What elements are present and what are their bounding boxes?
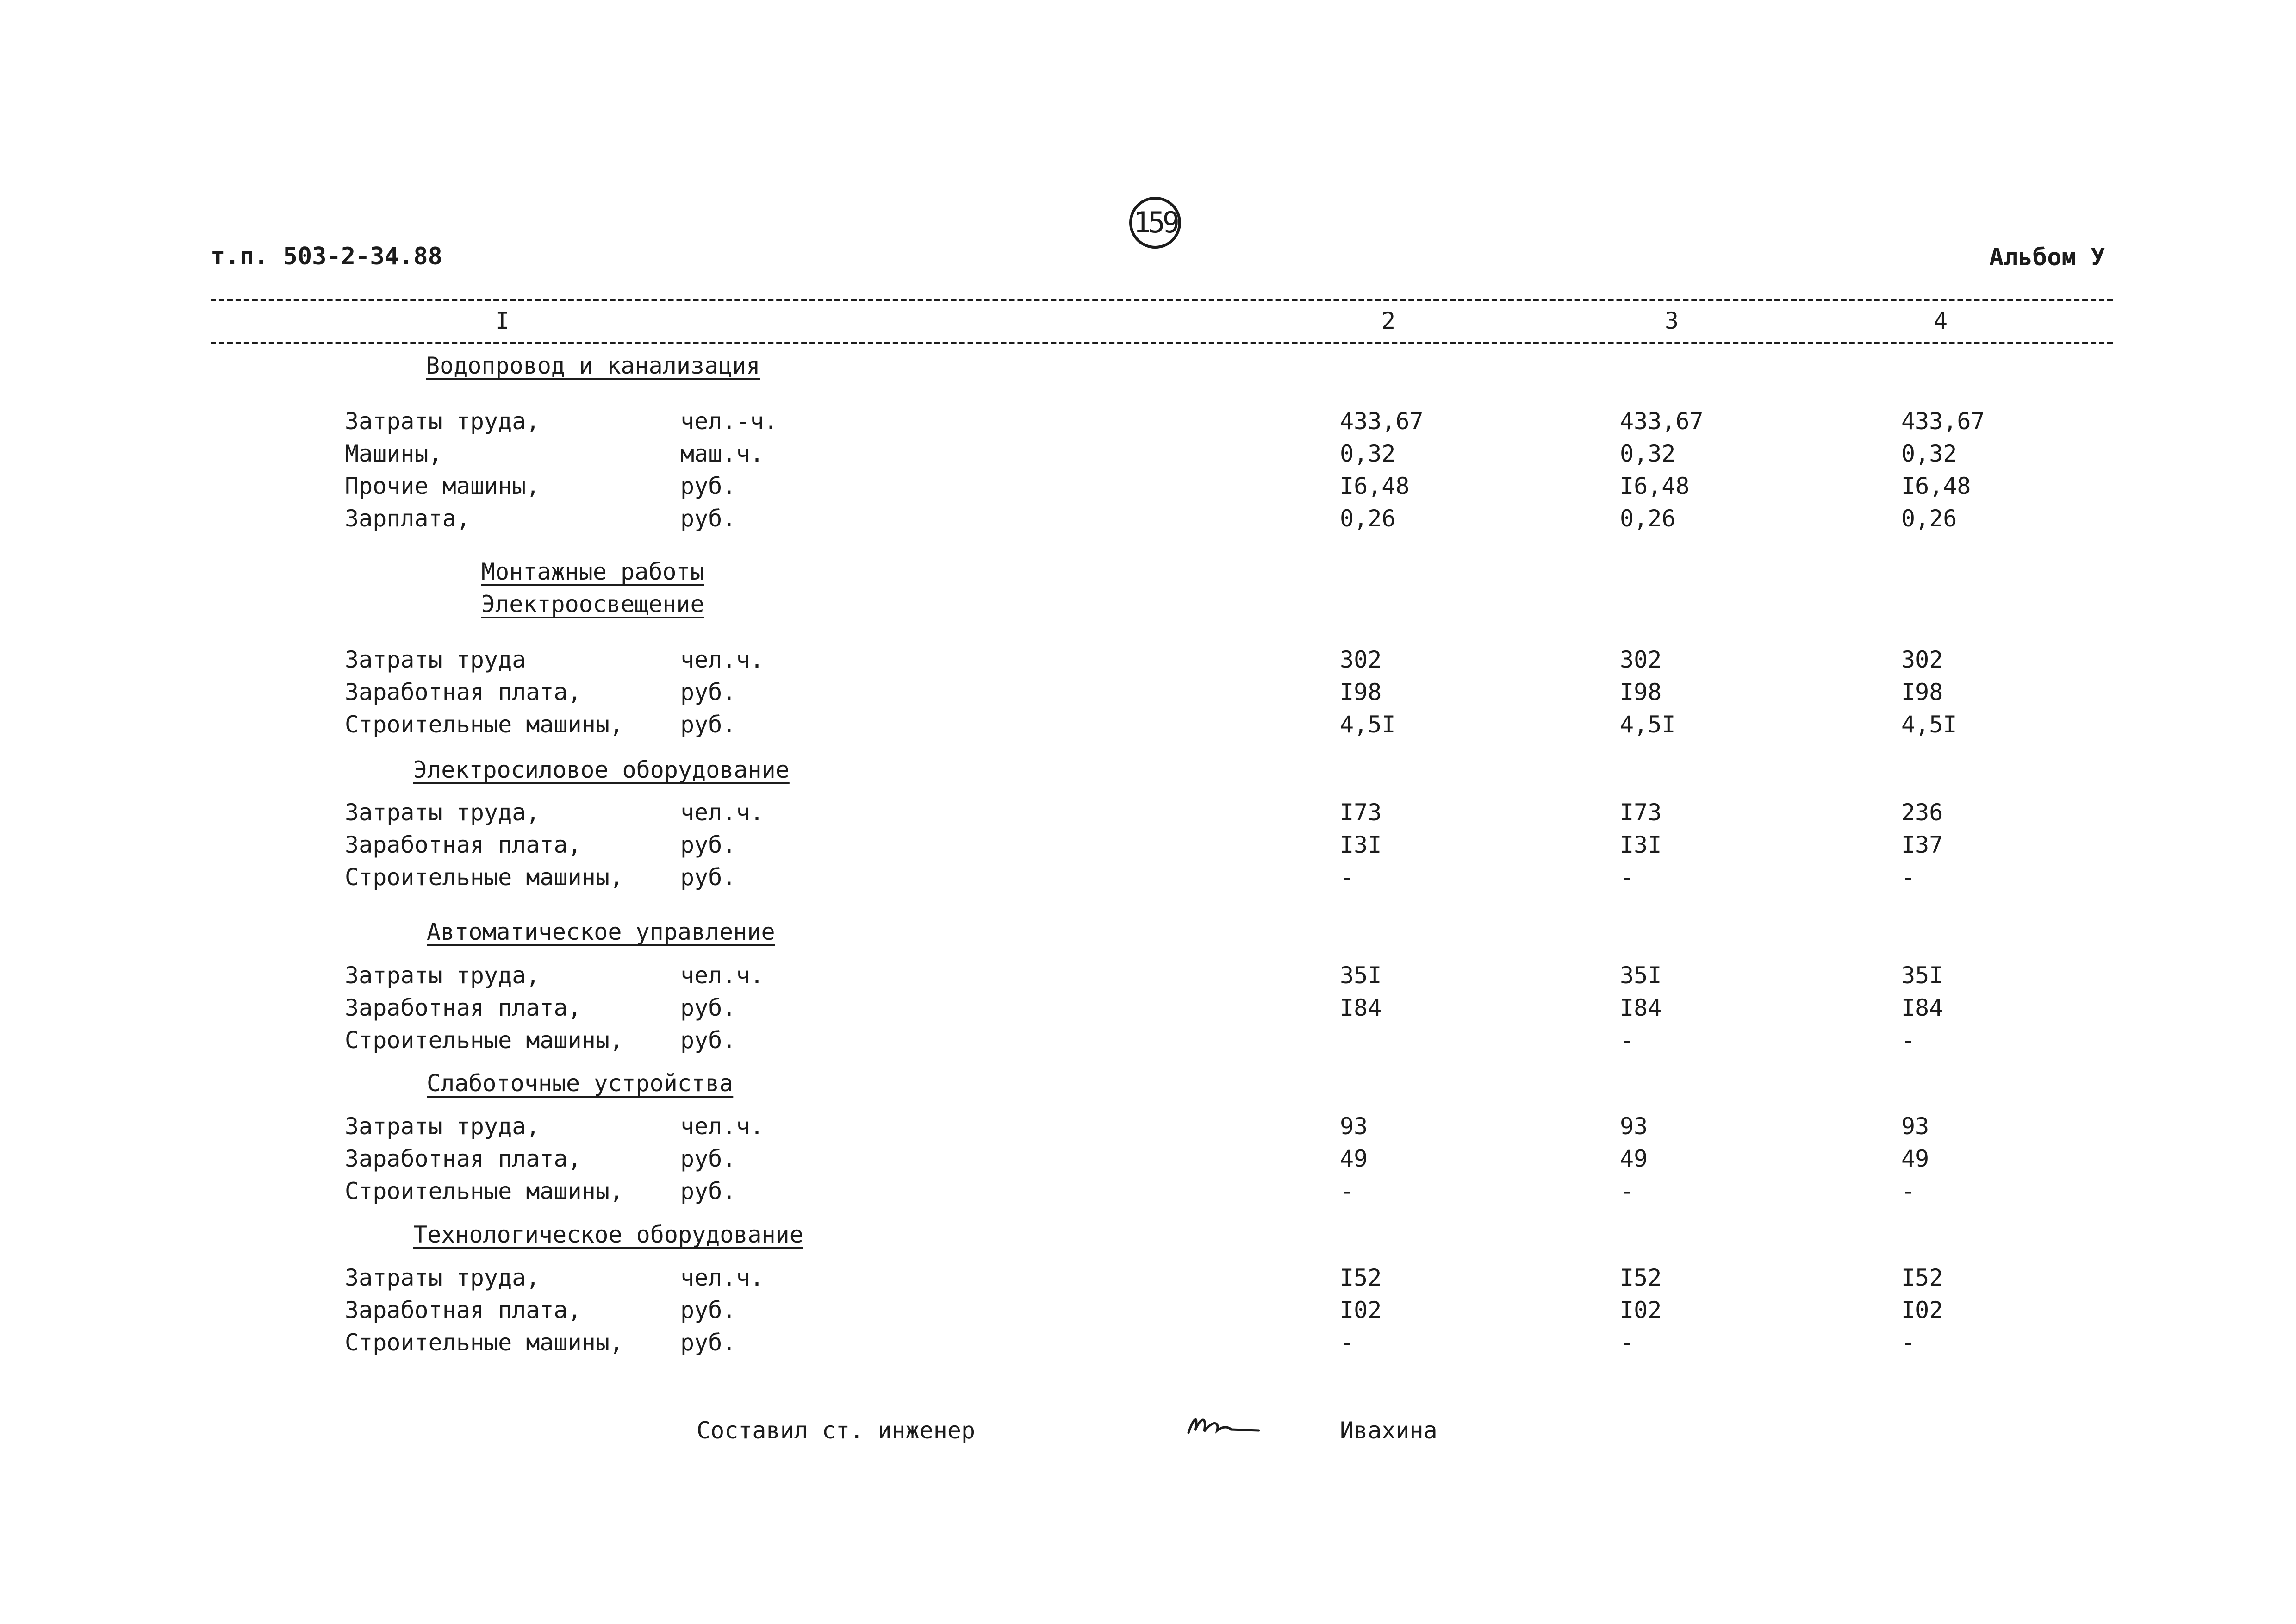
section-title: Технологическое оборудование xyxy=(413,1221,803,1248)
row-value-col4: 35I xyxy=(1901,962,1943,989)
row-value-col3: 433,67 xyxy=(1620,408,1704,435)
compiler-name: Ивахина xyxy=(1340,1417,1437,1444)
row-value-col3: I52 xyxy=(1620,1264,1662,1291)
signature-mark xyxy=(1185,1407,1263,1440)
row-label: Машины, xyxy=(345,440,442,467)
row-value-col3: 0,32 xyxy=(1620,440,1676,467)
row-value-col3: - xyxy=(1620,864,1634,891)
row-value-col4: I6,48 xyxy=(1901,473,1971,500)
compiled-by-label: Составил ст. инженер xyxy=(697,1417,976,1444)
row-value-col4: 4,5I xyxy=(1901,711,1957,738)
row-unit: чел.ч. xyxy=(680,1264,764,1291)
row-label: Затраты труда, xyxy=(345,1264,540,1291)
column-header-3: 3 xyxy=(1665,307,1679,334)
row-unit: руб. xyxy=(680,1145,736,1172)
row-value-col2: 93 xyxy=(1340,1113,1368,1140)
table-header-rule xyxy=(211,342,2113,344)
row-value-col4: 93 xyxy=(1901,1113,1929,1140)
row-value-col3: 0,26 xyxy=(1620,505,1676,532)
row-value-col3: 4,5I xyxy=(1620,711,1676,738)
row-label: Заработная плата, xyxy=(345,831,582,858)
row-label: Строительные машины, xyxy=(345,1027,624,1054)
row-value-col2: 35I xyxy=(1340,962,1382,989)
row-value-col3: I98 xyxy=(1620,679,1662,706)
row-label: Зарплата, xyxy=(345,505,470,532)
row-value-col3: 302 xyxy=(1620,646,1662,673)
row-value-col3: I3I xyxy=(1620,831,1662,858)
row-value-col3: - xyxy=(1620,1329,1634,1356)
row-unit: руб. xyxy=(680,1027,736,1054)
section-title: Автоматическое управление xyxy=(427,918,775,945)
row-value-col2: I3I xyxy=(1340,831,1382,858)
album-label: Альбом У xyxy=(1989,244,2105,271)
row-label: Затраты труда, xyxy=(345,408,540,435)
row-value-col4: 49 xyxy=(1901,1145,1929,1172)
row-unit: чел.ч. xyxy=(680,1113,764,1140)
row-label: Строительные машины, xyxy=(345,1178,624,1205)
row-value-col2: 0,32 xyxy=(1340,440,1396,467)
row-unit: руб. xyxy=(680,711,736,738)
row-value-col4: 433,67 xyxy=(1901,408,1985,435)
row-label: Заработная плата, xyxy=(345,1297,582,1324)
row-value-col4: I02 xyxy=(1901,1297,1943,1324)
row-label: Заработная плата, xyxy=(345,679,582,706)
row-value-col2: - xyxy=(1340,864,1354,891)
row-value-col2: I98 xyxy=(1340,679,1382,706)
row-value-col3: - xyxy=(1620,1027,1634,1054)
row-value-col4: 0,32 xyxy=(1901,440,1957,467)
row-value-col3: I84 xyxy=(1620,994,1662,1021)
row-value-col2: 0,26 xyxy=(1340,505,1396,532)
row-label: Заработная плата, xyxy=(345,994,582,1021)
row-value-col4: I52 xyxy=(1901,1264,1943,1291)
row-value-col2: - xyxy=(1340,1329,1354,1356)
row-unit: чел.ч. xyxy=(680,646,764,673)
row-value-col3: I02 xyxy=(1620,1297,1662,1324)
row-value-col4: 0,26 xyxy=(1901,505,1957,532)
row-value-col2: I6,48 xyxy=(1340,473,1410,500)
row-value-col4: I84 xyxy=(1901,994,1943,1021)
row-value-col4: I37 xyxy=(1901,831,1943,858)
row-unit: руб. xyxy=(680,1178,736,1205)
row-unit: чел.ч. xyxy=(680,799,764,826)
row-value-col4: - xyxy=(1901,1178,1916,1205)
row-value-col3: 35I xyxy=(1620,962,1662,989)
row-value-col3: I6,48 xyxy=(1620,473,1690,500)
column-header-1: I xyxy=(495,307,510,334)
row-value-col2: - xyxy=(1340,1178,1354,1205)
row-unit: маш.ч. xyxy=(680,440,764,467)
row-value-col3: - xyxy=(1620,1178,1634,1205)
row-value-col2: I02 xyxy=(1340,1297,1382,1324)
row-unit: руб. xyxy=(680,679,736,706)
row-value-col2: 4,5I xyxy=(1340,711,1396,738)
row-label: Строительные машины, xyxy=(345,864,624,891)
section-subtitle: Электроосвещение xyxy=(481,591,704,618)
document-code: т.п. 503-2-34.88 xyxy=(211,243,442,270)
section-title: Слаботочные устройства xyxy=(427,1070,734,1097)
row-value-col3: 49 xyxy=(1620,1145,1648,1172)
row-unit: руб. xyxy=(680,994,736,1021)
row-unit: чел.ч. xyxy=(680,962,764,989)
row-unit: руб. xyxy=(680,505,736,532)
row-value-col3: I73 xyxy=(1620,799,1662,826)
row-label: Строительные машины, xyxy=(345,711,624,738)
row-label: Прочие машины, xyxy=(345,473,540,500)
column-header-2: 2 xyxy=(1381,307,1396,334)
row-value-col4: 302 xyxy=(1901,646,1943,673)
row-unit: руб. xyxy=(680,864,736,891)
section-title: Электросиловое оборудование xyxy=(413,756,790,783)
table-top-rule xyxy=(211,299,2113,301)
row-unit: руб. xyxy=(680,473,736,500)
row-value-col2: 433,67 xyxy=(1340,408,1424,435)
row-label: Затраты труда, xyxy=(345,1113,540,1140)
row-unit: руб. xyxy=(680,1329,736,1356)
row-value-col2: 302 xyxy=(1340,646,1382,673)
row-label: Затраты труда xyxy=(345,646,526,673)
row-value-col4: - xyxy=(1901,1027,1916,1054)
row-label: Затраты труда, xyxy=(345,799,540,826)
row-value-col2: I84 xyxy=(1340,994,1382,1021)
column-header-4: 4 xyxy=(1934,307,1948,334)
row-unit: руб. xyxy=(680,1297,736,1324)
section-title: Монтажные работы xyxy=(481,558,704,585)
row-value-col3: 93 xyxy=(1620,1113,1648,1140)
section-title: Водопровод и канализация xyxy=(426,352,760,379)
row-value-col4: - xyxy=(1901,864,1916,891)
row-value-col2: 49 xyxy=(1340,1145,1368,1172)
row-value-col4: 236 xyxy=(1901,799,1943,826)
row-unit: руб. xyxy=(680,831,736,858)
row-value-col2: I52 xyxy=(1340,1264,1382,1291)
row-label: Затраты труда, xyxy=(345,962,540,989)
page-number-stamp: 159 xyxy=(1129,197,1181,249)
row-label: Строительные машины, xyxy=(345,1329,624,1356)
row-label: Заработная плата, xyxy=(345,1145,582,1172)
row-value-col4: - xyxy=(1901,1329,1916,1356)
row-value-col2: I73 xyxy=(1340,799,1382,826)
row-unit: чел.-ч. xyxy=(680,408,778,435)
row-value-col4: I98 xyxy=(1901,679,1943,706)
